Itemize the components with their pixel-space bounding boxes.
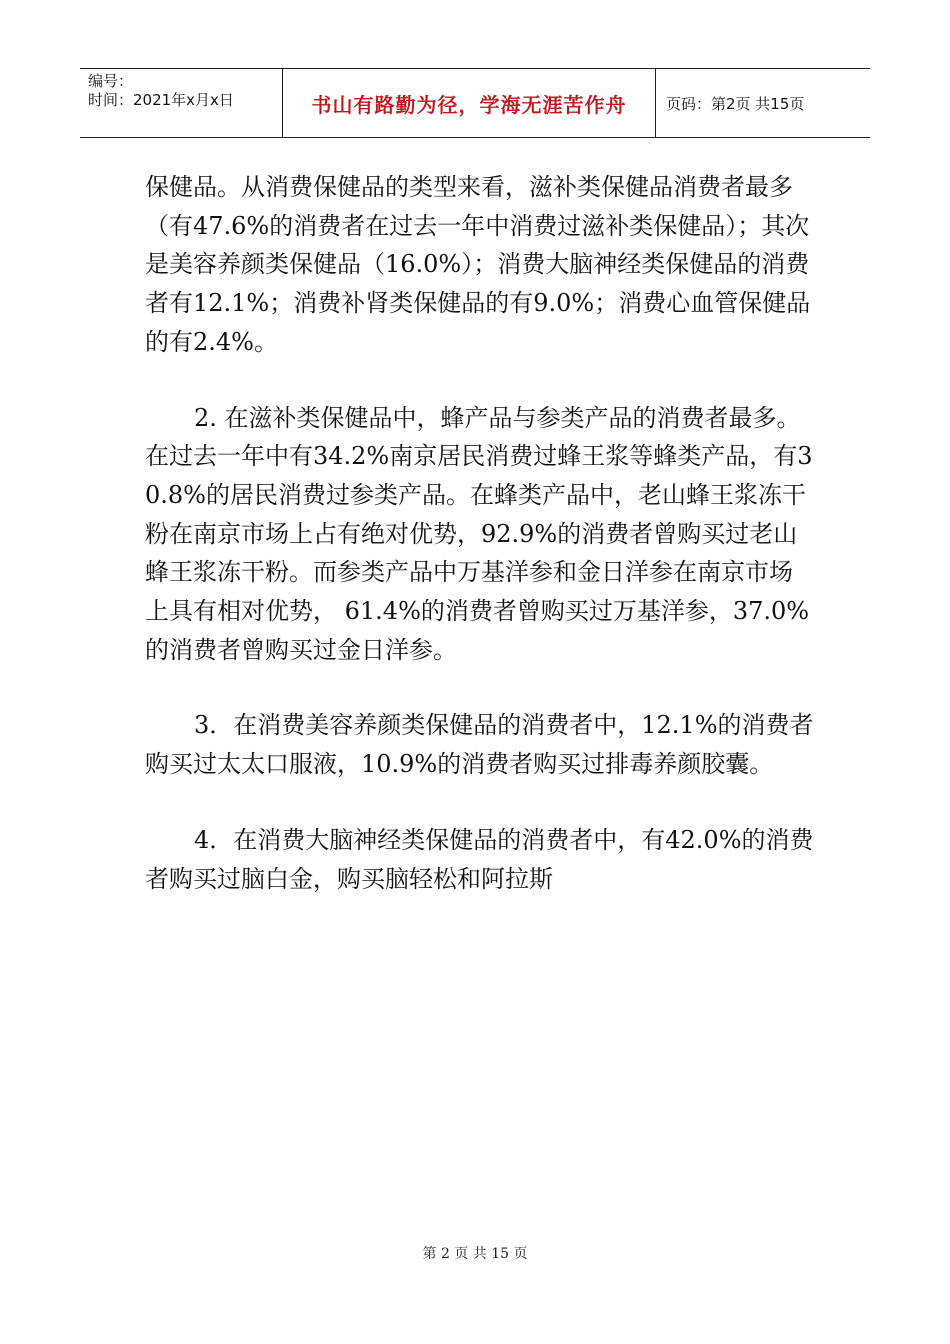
header-meta [80, 69, 283, 137]
paragraph: 4．在消费大脑神经类保健品的消费者中，有42.0%的消费者购买过脑白金，购买脑轻松和阿拉斯 [145, 825, 814, 893]
page-header [80, 68, 870, 138]
page-footer: 第 2 页 共 15 页 [422, 1246, 528, 1262]
document-body [145, 168, 815, 898]
paragraph: 保健品。从消费保健品的类型来看，滋补类保健品消费者最多（有47.6%的消费者在过去一年中消费过滋补类保健品）；其次是美容养颜类保健品（16.0%）；消费大脑神经类保健品的消费者有12.1%；消费补肾类保健品的有9.0%；消费心血管保健品的有2.4%。 [145, 173, 811, 356]
time-label: 时间：2021年x月x日 [88, 91, 234, 109]
header-motto: 书山有路勤为径，学海无涯苦作舟 [283, 69, 656, 137]
paragraph: 3．在消费美容养颜类保健品的消费者中，12.1%的消费者购买过太太口服液，10.9%的消费者购买过排毒养颜胶囊。 [145, 711, 814, 779]
serial-label: 编号： [88, 72, 134, 90]
paragraph: 2. 在滋补类保健品中，蜂产品与参类产品的消费者最多。在过去一年中有34.2%南京居民消费过蜂王浆等蜂类产品，有30.8%的居民消费过参类产品。在蜂类产品中，老山蜂王浆冻干粉在南京市场上占有绝对优势，92.9%的消费者曾购买过老山蜂王浆冻干粉。而参类产品中万基洋参和金日洋参在南京市场上具有相对优势， 61.4%的消费者曾购买过万基洋参，37.0%的消费者曾购买过金日洋参。 [145, 403, 813, 664]
header-page-number: 页码：第2页 共15页 [666, 94, 805, 113]
